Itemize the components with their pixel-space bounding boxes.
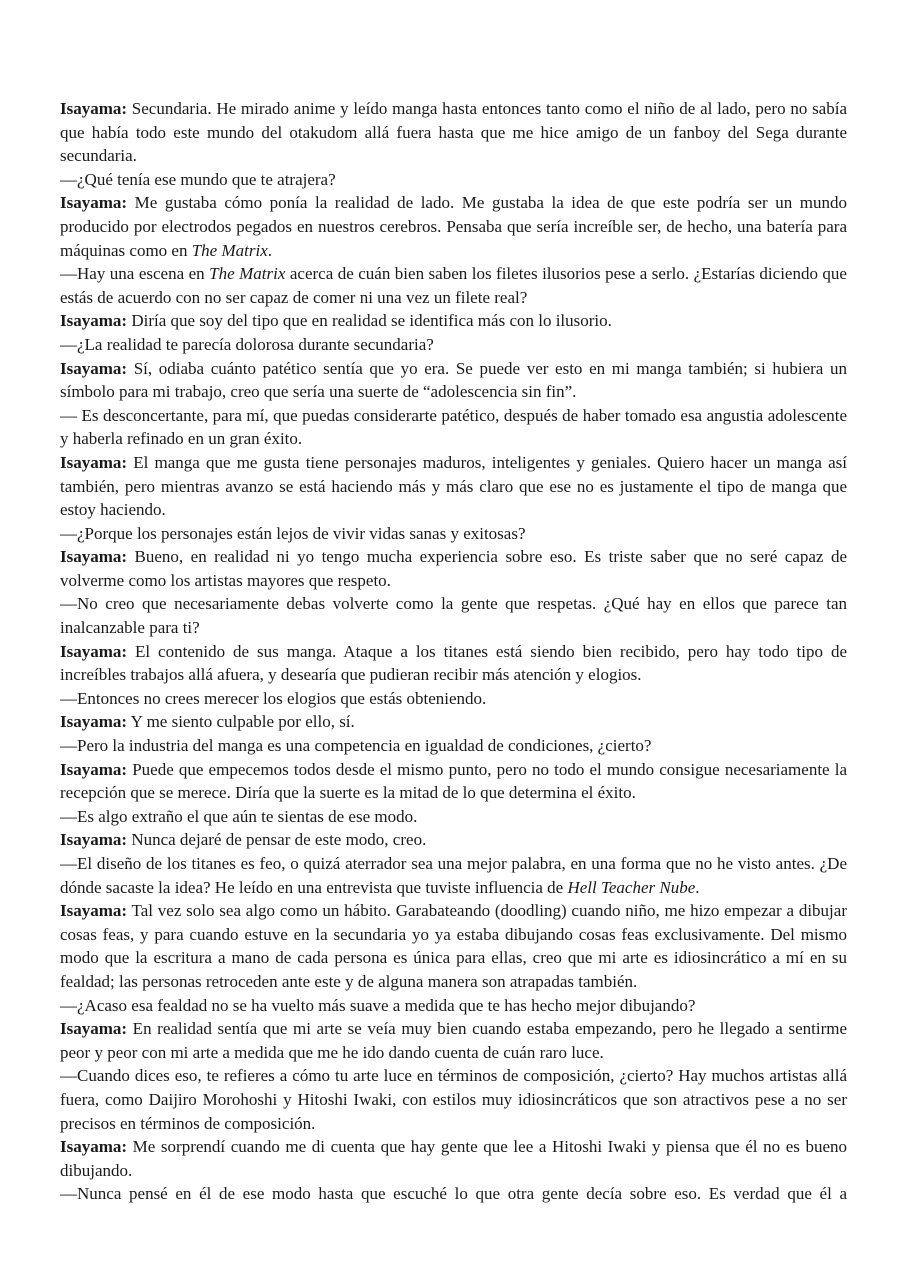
speaker-label: Isayama:: [60, 358, 128, 378]
paragraph-text: .: [695, 877, 700, 897]
speaker-label: Isayama:: [60, 1137, 128, 1157]
speaker-label: Isayama:: [60, 712, 128, 732]
speaker-label: Isayama:: [60, 193, 128, 213]
question-paragraph: [60, 805, 847, 829]
paragraph-text: acerca de cuán bien saben los filetes ilusorios pese a serlo. ¿Estarías diciendo que estás de acuerdo con no ser capaz de comer ni una vez un filete real?: [60, 264, 847, 307]
paragraph-text: Me sorprendí cuando me di cuenta que hay gente que lee a Hitoshi Iwaki y piensa que él no es bueno dibujando.: [60, 1137, 847, 1180]
paragraph-text: —¿Acaso esa fealdad no se ha vuelto más suave a medida que te has hecho mejor dibujando?: [60, 995, 696, 1015]
paragraph-text: Me gustaba cómo ponía la realidad de lado. Me gustaba la idea de que este podría ser un mundo producido por electrodos pegados en nuestros cerebros. Pensaba que sería increíble ser, de hecho, una batería para máquinas como en: [60, 193, 847, 260]
paragraph-text: En realidad sentía que mi arte se veía muy bien cuando estaba empezando, pero he llegado a sentirme peor y peor con mi arte a medida que me he ido dando cuenta de cuán raro luce.: [60, 1019, 847, 1062]
question-paragraph: [60, 1182, 847, 1206]
answer-paragraph: [60, 640, 847, 687]
answer-paragraph: [60, 97, 847, 168]
question-paragraph: [60, 734, 847, 758]
question-paragraph: [60, 687, 847, 711]
question-paragraph: [60, 994, 847, 1018]
speaker-label: Isayama:: [60, 830, 128, 850]
paragraph-text: —¿La realidad te parecía dolorosa durante secundaria?: [60, 334, 434, 354]
speaker-label: Isayama:: [60, 99, 128, 118]
question-paragraph: [60, 522, 847, 546]
paragraph-text: —No creo que necesariamente debas volverte como la gente que respetas. ¿Qué hay en ellos que parece tan inalcanzable para ti?: [60, 594, 847, 638]
paragraph-text: —Pero la industria del manga es una competencia en igualdad de condiciones, ¿cierto?: [60, 736, 652, 756]
paragraph-text: Secundaria. He mirado anime y leído manga hasta entonces tanto como el niño de al lado, pero no sabía que había todo este mundo del otakudom allá fuera hasta que me hice amigo de un fanboy del Sega durante secundaria.: [60, 99, 847, 166]
paragraph-text: Diría que soy del tipo que en realidad se identifica más con lo ilusorio.: [127, 311, 612, 331]
paragraph-text: El contenido de sus manga. Ataque a los titanes está siendo bien recibido, pero hay todo tipo de increíbles trabajos allá afuera, y desearía que pudieran recibir más atención y elogios.: [60, 641, 847, 685]
speaker-label: Isayama:: [60, 901, 128, 921]
speaker-label: Isayama:: [60, 641, 128, 661]
speaker-label: Isayama:: [60, 452, 128, 472]
speaker-label: Isayama:: [60, 1019, 128, 1039]
paragraph-text: — Es desconcertante, para mí, que puedas considerarte patético, después de haber tomado esa angustia adolescente y haberla refinado en un gran éxito.: [60, 405, 847, 449]
paragraph-text: —Entonces no crees merecer los elogios que estás obteniendo.: [60, 688, 487, 708]
paragraph-text: —¿Qué tenía ese mundo que te atrajera?: [60, 169, 336, 189]
answer-paragraph: [60, 191, 847, 262]
paragraph-text: Tal vez solo sea algo como un hábito. Garabateando (doodling) cuando niño, me hizo empezar a dibujar cosas feas, y para cuando estuve en la secundaria yo ya estaba dibujando cosas feas exclusivamente. Del mismo modo que la escritura a mano de cada persona es única para ellas, creo que mi arte es idiosincrático a mí en su fealdad; las personas retroceden ante este y de alguna manera son atrapadas también.: [60, 901, 847, 991]
question-paragraph: [60, 404, 847, 451]
answer-paragraph: [60, 899, 847, 993]
paragraph-text: —Es algo extraño el que aún te sientas de ese modo.: [60, 806, 418, 826]
italic-title: Hell Teacher Nube: [567, 877, 696, 897]
question-paragraph: [60, 168, 847, 192]
paragraph-text: Sí, odiaba cuánto patético sentía que yo era. Se puede ver esto en mi manga también; si hubiera un símbolo para mi trabajo, creo que sería una suerte de “adolescencia sin fin”.: [60, 358, 847, 402]
speaker-label: Isayama:: [60, 547, 128, 567]
speaker-label: Isayama:: [60, 759, 128, 779]
question-paragraph: [60, 592, 847, 639]
answer-paragraph: [60, 710, 847, 734]
paragraph-text: .: [267, 240, 272, 260]
paragraph-text: —Cuando dices eso, te refieres a cómo tu arte luce en términos de composición, ¿cierto? Hay muchos artistas allá fuera, como Daijiro Morohoshi y Hitoshi Iwaki, con estilos muy idiosincráticos que son atractivos pese a no ser precisos en términos de composición.: [60, 1066, 847, 1133]
question-paragraph: [60, 262, 847, 309]
answer-paragraph: [60, 1017, 847, 1064]
italic-title: The Matrix: [209, 264, 286, 284]
paragraph-text: —¿Porque los personajes están lejos de vivir vidas sanas y exitosas?: [60, 523, 526, 543]
document-page: [60, 97, 847, 1206]
paragraph-text: El manga que me gusta tiene personajes maduros, inteligentes y geniales. Quiero hacer un manga así también, pero mientras avanzo se está haciendo más y más claro que ese no es justamente el tipo de manga que estoy haciendo.: [60, 452, 847, 520]
question-paragraph: [60, 333, 847, 357]
paragraph-text: —El diseño de los titanes es feo, o quizá aterrador sea una mejor palabra, en una forma que no he visto antes. ¿De dónde sacaste la idea? He leído en una entrevista que tuviste influencia de: [60, 854, 847, 897]
question-paragraph: [60, 1064, 847, 1135]
answer-paragraph: [60, 545, 847, 592]
answer-paragraph: [60, 1135, 847, 1182]
answer-paragraph: [60, 451, 847, 522]
answer-paragraph: [60, 309, 847, 333]
answer-paragraph: [60, 828, 847, 852]
answer-paragraph: [60, 758, 847, 805]
paragraph-text: —Hay una escena en: [60, 264, 210, 284]
paragraph-text: Bueno, en realidad ni yo tengo mucha experiencia sobre eso. Es triste saber que no seré capaz de volverme como los artistas mayores que respeto.: [60, 547, 847, 590]
paragraph-text: Y me siento culpable por ello, sí.: [127, 712, 355, 732]
paragraph-text: —Nunca pensé en él de ese modo hasta que escuché lo que otra gente decía sobre eso. Es verdad que él a: [60, 1184, 847, 1204]
speaker-label: Isayama:: [60, 311, 128, 331]
paragraph-text: Nunca dejaré de pensar de este modo, creo.: [127, 830, 427, 850]
paragraph-text: Puede que empecemos todos desde el mismo punto, pero no todo el mundo consigue necesariamente la recepción que se merece. Diría que la suerte es la mitad de lo que determina el éxito.: [60, 759, 847, 803]
question-paragraph: [60, 852, 847, 899]
italic-title: The Matrix: [191, 240, 268, 260]
answer-paragraph: [60, 357, 847, 404]
